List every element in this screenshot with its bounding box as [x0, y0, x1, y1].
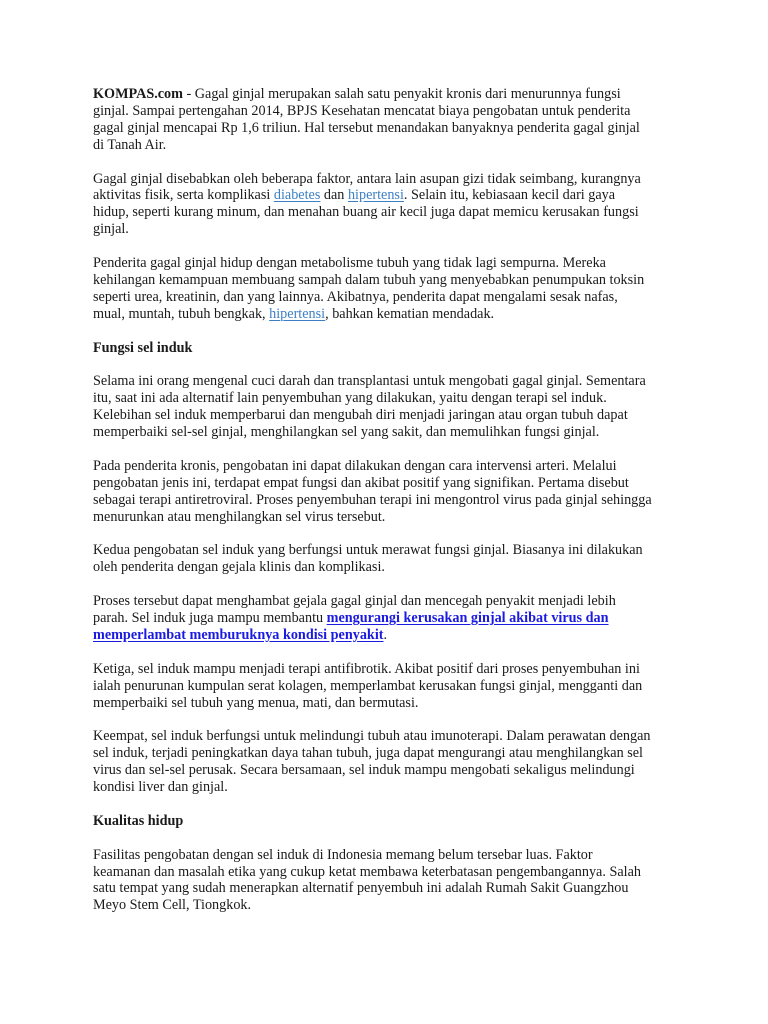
paragraph-stem-cell-intro: Selama ini orang mengenal cuci darah dan transplantasi untuk mengobati gagal ginjal. Sementara itu, saat ini ada alternatif lain penyembuhan yang dilakukan, yaitu dengan terapi sel induk. Kelebihan sel induk memperbarui dan mengubah diri menjadi jaringan atau organ tubuh dapat memperbaiki sel-sel ginjal, menghilangkan sel yang sakit, dan memulihkan fungsi ginjal.: [93, 373, 646, 441]
related-article-link[interactable]: mengurangi kerusakan ginjal akibat virus dan memperlambat memburuknya kondisi penyakit: [93, 609, 609, 643]
keyword-link-diabetes[interactable]: diabetes: [273, 187, 321, 204]
paragraph-related-link: [93, 593, 653, 644]
section-heading-fungsi-sel-induk: Fungsi sel induk: [93, 339, 193, 356]
paragraph-causes: [93, 171, 653, 239]
paragraph-text: - Gagal ginjal merupakan salah satu penyakit kronis dari menurunnya fungsi ginjal. Sampai pertengahan 2014, BPJS Kesehatan mencatat biaya pengobatan untuk penderita gagal ginjal mencapai Rp 1,6 triliun. Hal tersebut menandakan banyaknya penderita gagal ginjal di Tanah Air.: [93, 86, 640, 153]
paragraph-third-function: Ketiga, sel induk mampu menjadi terapi antifibrotik. Akibat positif dari proses penyembuhan ini ialah penurunan kumpulan serat kolagen, memperlambat kerusakan fungsi ginjal, mengganti dan memperbaiki sel tubuh yang menua, mati, dan bermutasi.: [93, 660, 643, 711]
section-heading-kualitas-hidup: Kualitas hidup: [93, 812, 184, 829]
paragraph-text: , bahkan kematian mendadak.: [325, 305, 495, 322]
paragraph-text: . Selain itu, kebiasaan kecil dari gaya hidup, seperti kurang minum, dan menahan buang air kecil juga dapat memicu kerusakan fungsi ginjal.: [93, 187, 639, 238]
paragraph-facilities: Fasilitas pengobatan dengan sel induk di Indonesia memang belum tersebar luas. Faktor keamanan dan masalah etika yang cukup ketat membawa keterbatasan pengembangannya. Salah satu tempat yang sudah menerapkan alternatif penyembuh ini adalah Rumah Sakit Guangzhou Meyo Stem Cell, Tiongkok.: [93, 846, 641, 914]
paragraph-second-function: Kedua pengobatan sel induk yang berfungsi untuk merawat fungsi ginjal. Biasanya ini dilakukan oleh penderita dengan gejala klinis dan komplikasi.: [93, 542, 643, 576]
paragraph-first-function: Pada penderita kronis, pengobatan ini dapat dilakukan dengan cara intervensi arteri. Melalui pengobatan jenis ini, terdapat empat fungsi dan akibat positif yang signifikan. Pertama disebut sebagai terapi antiretroviral. Proses penyembuhan terapi ini mengontrol virus pada ginjal sehingga menurunkan atau menghilangkan sel virus tersebut.: [93, 457, 652, 525]
keyword-link-hipertensi[interactable]: hipertensi: [347, 187, 404, 204]
paragraph-fourth-function: Keempat, sel induk berfungsi untuk melindungi tubuh atau imunoterapi. Dalam perawatan dengan sel induk, terjadi peningkatkan daya tahan tubuh, juga dapat mengurangi atau menghilangkan sel virus dan sel-sel perusak. Secara bersamaan, sel induk mampu mengobati sekaligus melindungi kondisi liver dan ginjal.: [93, 728, 651, 796]
paragraph-text: dan: [320, 187, 348, 204]
article-body: [93, 86, 653, 931]
keyword-link-hipertensi[interactable]: hipertensi: [269, 305, 326, 322]
source-label: KOMPAS.com: [93, 86, 183, 102]
paragraph-text: Proses tersebut dapat menghambat gejala gagal ginjal dan mencegah penyakit menjadi lebih parah. Sel induk juga mampu membantu: [93, 593, 616, 626]
paragraph-intro: [93, 86, 653, 154]
paragraph-text: Penderita gagal ginjal hidup dengan metabolisme tubuh yang tidak lagi sempurna. Mereka kehilangan kemampuan membuang sampah dalam tubuh yang menyebabkan penumpukan toksin seperti urea, kreatinin, dan yang lainnya. Akibatnya, penderita dapat mengalami sesak nafas, mual, muntah, tubuh bengkak,: [93, 255, 645, 322]
paragraph-text: .: [383, 626, 388, 643]
paragraph-text: Gagal ginjal disebabkan oleh beberapa faktor, antara lain asupan gizi tidak seimbang, kurangnya aktivitas fisik, serta komplikasi: [93, 170, 641, 204]
paragraph-symptoms: [93, 255, 653, 323]
